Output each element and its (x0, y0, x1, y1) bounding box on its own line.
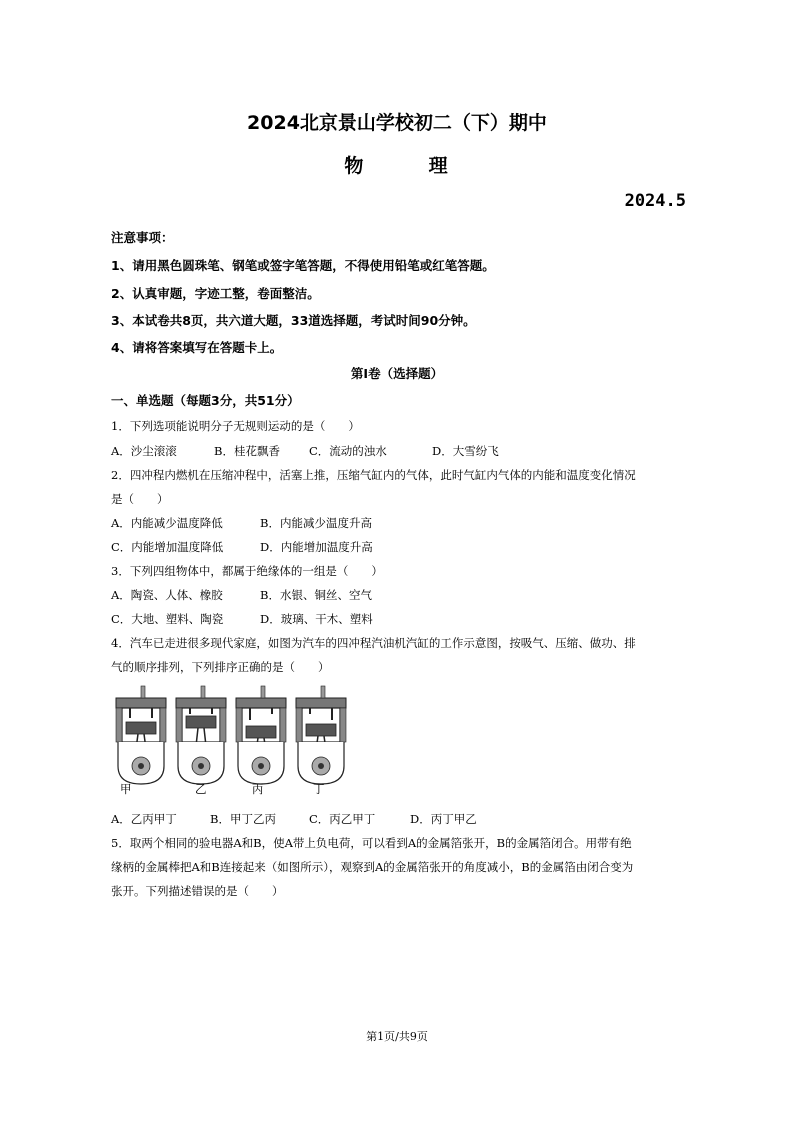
question-4-stem-line1: 4．汽车已走进很多现代家庭，如图为汽车的四冲程汽油机汽缸的工作示意图，按吸气、压缩、做功、排 (111, 636, 636, 650)
question-3-stem: 3．下列四组物体中，都属于绝缘体的一组是（ ） (111, 564, 383, 578)
part-heading: 一、单选题（每题3分，共51分） (111, 393, 300, 408)
page-footer: 第1页/共9页 (366, 1030, 428, 1043)
q1-option-b: B．桂花飘香 (214, 444, 280, 458)
question-2-stem-line1: 2．四冲程内燃机在压缩冲程中，活塞上推，压缩气缸内的气体，此时气缸内气体的内能和温度变化情况 (111, 468, 636, 482)
figure-label-jia: 甲 (120, 782, 132, 796)
q1-option-a: A．沙尘滚滚 (111, 444, 177, 458)
q3-option-c: C．大地、塑料、陶瓷 (111, 612, 224, 626)
q4-option-a: A．乙丙甲丁 (111, 812, 177, 826)
question-5-stem-line2: 缘柄的金属棒把A和B连接起来（如图所示），观察到A的金属箔张开的角度减小，B的金属箔由闭合变为 (111, 860, 634, 874)
engine-strokes-figure (112, 684, 352, 796)
engine-bing (236, 686, 286, 784)
q3-option-a: A．陶瓷、人体、橡胶 (111, 588, 223, 602)
subject-title (0, 151, 794, 178)
note-item-1: 1、请用黑色圆珠笔、钢笔或签字笔答题，不得使用铅笔或红笔答题。 (111, 258, 495, 273)
q4-option-b: B．甲丁乙丙 (210, 812, 276, 826)
q4-option-c: C．丙乙甲丁 (309, 812, 376, 826)
q2-option-c: C．内能增加温度降低 (111, 540, 224, 554)
q1-option-d: D．大雪纷飞 (432, 444, 499, 458)
note-item-4: 4、请将答案填写在答题卡上。 (111, 340, 283, 355)
figure-label-yi: 乙 (195, 782, 207, 796)
question-1-stem: 1．下列选项能说明分子无规则运动的是（ ） (111, 419, 360, 433)
engine-ding (296, 686, 346, 784)
q3-option-b: B．水银、铜丝、空气 (260, 588, 372, 602)
q2-option-d: D．内能增加温度升高 (260, 540, 373, 554)
engine-jia (116, 686, 166, 784)
q3-option-d: D．玻璃、干木、塑料 (260, 612, 373, 626)
note-item-3: 3、本试卷共8页，共六道大题，33道选择题，考试时间90分钟。 (111, 313, 476, 328)
figure-label-ding: 丁 (313, 782, 325, 796)
section-title: 第I卷（选择题） (350, 366, 444, 381)
question-5-stem-line3: 张开。下列描述错误的是（ ） (111, 884, 284, 898)
figure-label-bing: 丙 (252, 782, 264, 796)
exam-date: 2024.5 (624, 191, 686, 211)
question-5-stem-line1: 5．取两个相同的验电器A和B，使A带上负电荷，可以看到A的金属箔张开，B的金属箔闭合。用带有绝 (111, 836, 632, 850)
exam-title: 2024北京景山学校初二（下）期中 (247, 112, 547, 134)
subject-char-2: 理 (428, 155, 450, 177)
engine-yi (176, 686, 226, 784)
q2-option-b: B．内能减少温度升高 (260, 516, 372, 530)
q2-option-a: A．内能减少温度降低 (111, 516, 223, 530)
q1-option-c: C．流动的浊水 (309, 444, 387, 458)
question-2-stem-line2: 是（ ） (111, 492, 169, 506)
note-item-2: 2、认真审题，字迹工整，卷面整洁。 (111, 286, 320, 301)
notes-heading: 注意事项： (111, 230, 174, 245)
q4-option-d: D．丙丁甲乙 (410, 812, 477, 826)
question-4-stem-line2: 气的顺序排列，下列排序正确的是（ ） (111, 660, 330, 674)
subject-char-1: 物 (344, 155, 366, 177)
